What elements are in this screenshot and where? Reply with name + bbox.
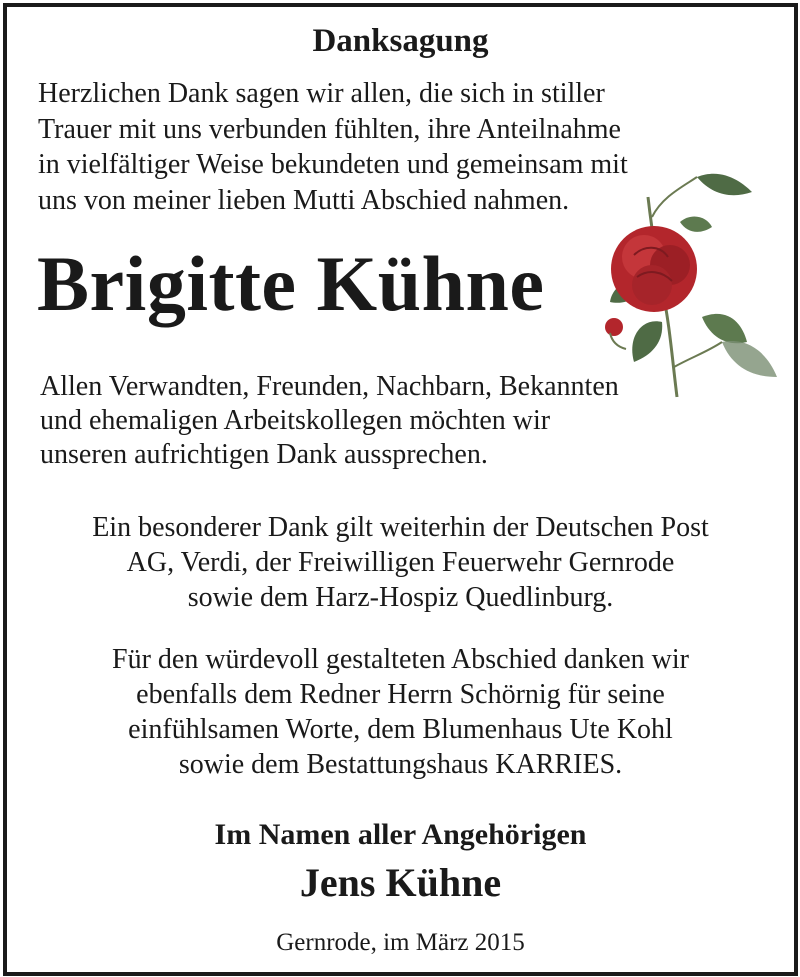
obituary-card (3, 3, 798, 976)
special-thanks-line: Ein besonderer Dank gilt weiterhin der Deutschen Post (92, 512, 709, 543)
farewell-line: ebenfalls dem Redner Herrn Schörnig für seine (136, 679, 665, 710)
farewell-paragraph (7, 642, 794, 782)
intro-line: in vielfältiger Weise bekundeten und gemeinsam mit (38, 149, 628, 180)
signature-intro: Im Namen aller Angehörigen (214, 818, 587, 851)
special-thanks-line: AG, Verdi, der Freiwilligen Feuerwehr Gernrode (126, 547, 675, 578)
thanks-paragraph (40, 370, 619, 472)
intro-line: uns von meiner lieben Mutti Abschied nahmen. (38, 184, 570, 216)
farewell-line: einfühlsamen Worte, dem Blumenhaus Ute Kohl (128, 714, 673, 745)
heading: Danksagung (312, 23, 489, 59)
special-thanks-paragraph (7, 510, 794, 615)
intro-line: Trauer mit uns verbunden fühlten, ihre Anteilnahme (38, 113, 621, 145)
place-date: Gernrode, im März 2015 (276, 929, 525, 956)
intro-paragraph (38, 76, 628, 218)
farewell-line: sowie dem Bestattungshaus KARRIES. (178, 749, 623, 780)
deceased-name: Brigitte Kühne (37, 240, 545, 327)
signature-name: Jens Kühne (299, 860, 502, 905)
thanks-line: und ehemaligen Arbeitskollegen möchten wir (40, 405, 551, 436)
intro-line: Herzlichen Dank sagen wir allen, die sich in stiller (38, 78, 605, 109)
thanks-line: unseren aufrichtigen Dank aussprechen. (40, 439, 488, 470)
special-thanks-line: sowie dem Harz-Hospiz Quedlinburg. (187, 582, 614, 613)
thanks-line: Allen Verwandten, Freunden, Nachbarn, Bekannten (40, 371, 619, 402)
farewell-line: Für den würdevoll gestalteten Abschied danken wir (112, 644, 689, 675)
